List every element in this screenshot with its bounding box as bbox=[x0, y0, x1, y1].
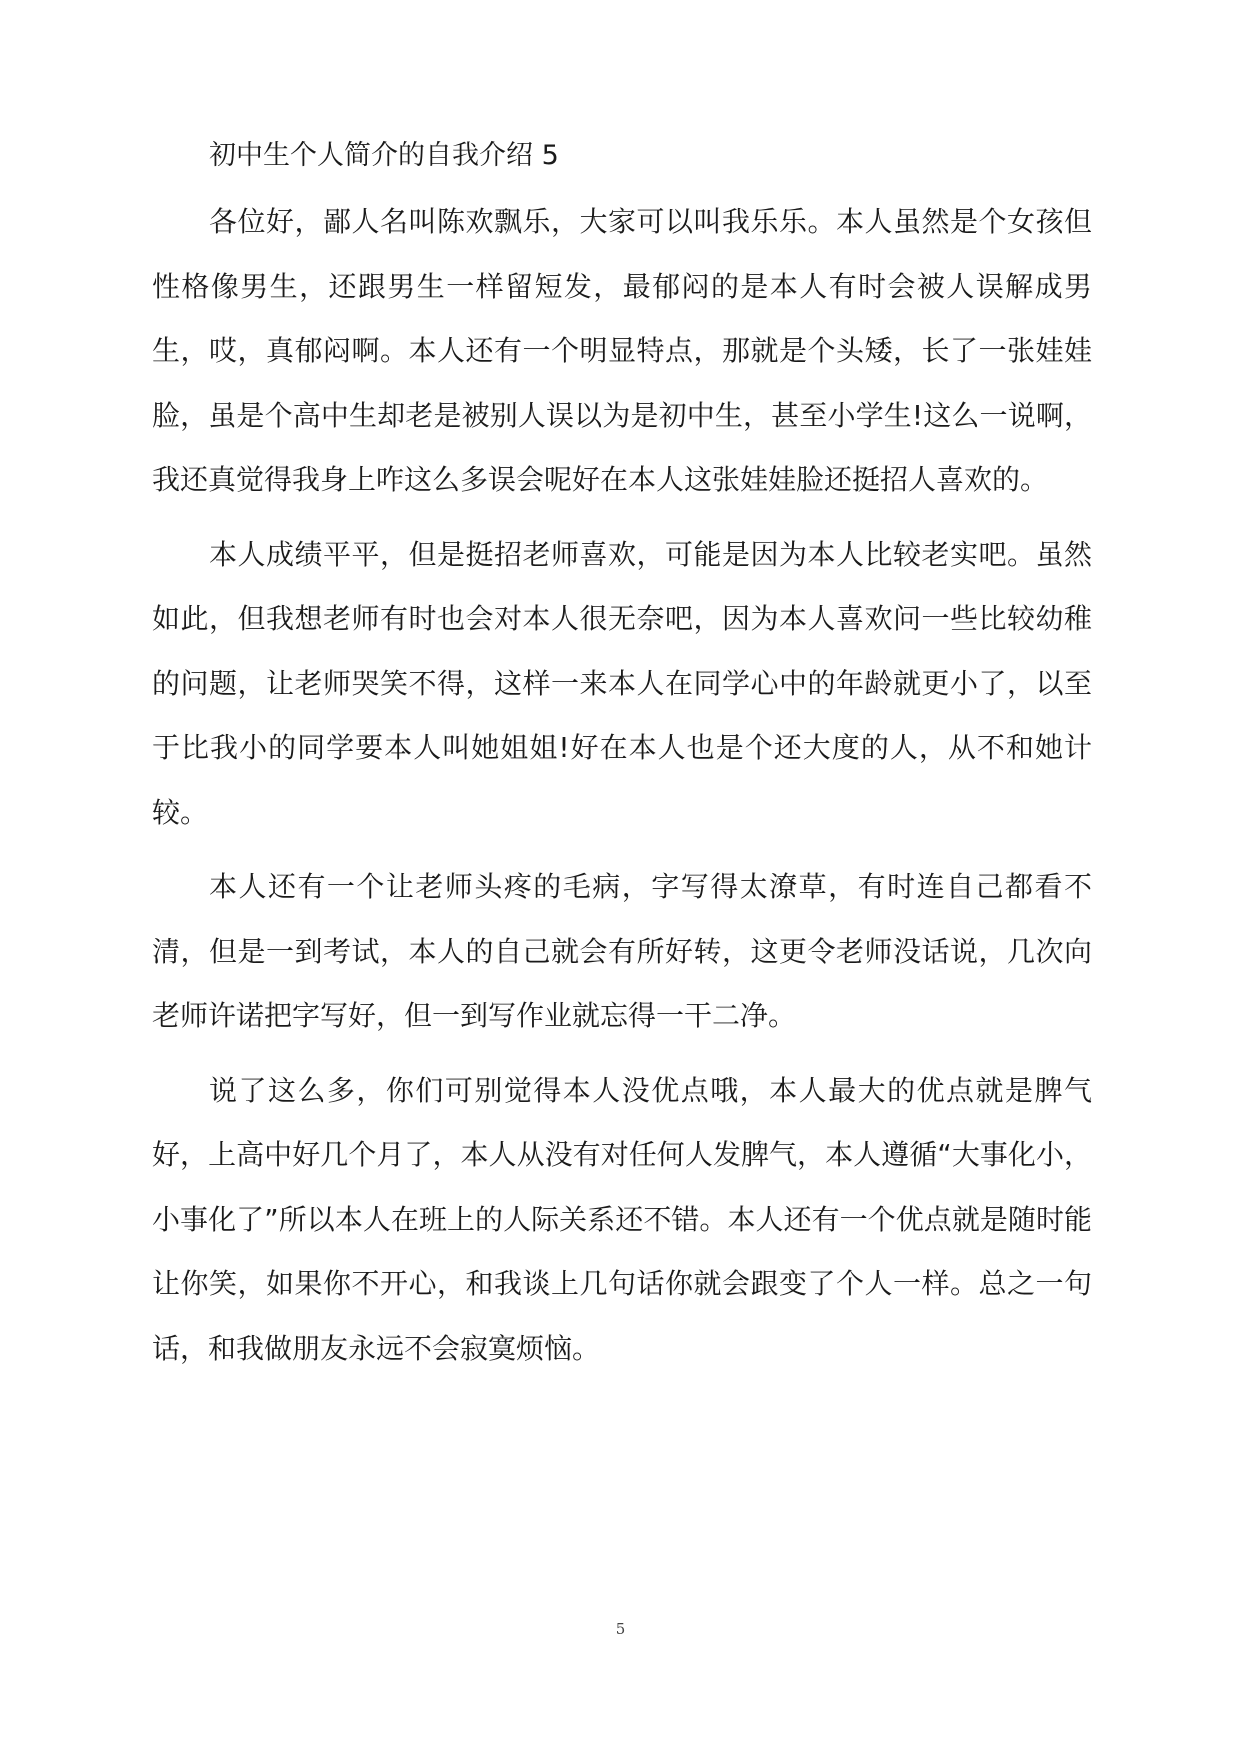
section-heading: 初中生个人简介的自我介绍 5 bbox=[209, 140, 559, 171]
paragraph-2: 本人成绩平平，但是挺招老师喜欢，可能是因为本人比较老实吧。虽然如此，但我想老师有时也会对本人很无奈吧，因为本人喜欢问一些比较幼稚的问题，让老师哭笑不得，这样一来本人在同学心中的年龄就更小了，以至于比我小的同学要本人叫她姐姐!好在本人也是个还大度的人，从不和她计较。 bbox=[152, 537, 1092, 829]
paragraph-1: 各位好，鄙人名叫陈欢飘乐，大家可以叫我乐乐。本人虽然是个女孩但性格像男生，还跟男生一样留短发，最郁闷的是本人有时会被人误解成男生，哎，真郁闷啊。本人还有一个明显特点，那就是个头矮，长了一张娃娃脸，虽是个高中生却老是被别人误以为是初中生，甚至小学生!这么一说啊，我还真觉得我身上咋这么多误会呢好在本人这张娃娃脸还挺招人喜欢的。 bbox=[152, 205, 1092, 496]
paragraph-4: 说了这么多，你们可别觉得本人没优点哦，本人最大的优点就是脾气好，上高中好几个月了，本人从没有对任何人发脾气，本人遵循“大事化小，小事化了”所以本人在班上的人际关系还不错。本人还有一个优点就是随时能让你笑，如果你不开心，和我谈上几句话你就会跟变了个人一样。总之一句话，和我做朋友永远不会寂寞烦恼。 bbox=[152, 1073, 1092, 1365]
page-number: 5 bbox=[615, 1620, 626, 1638]
paragraph-3: 本人还有一个让老师头疼的毛病，字写得太潦草，有时连自己都看不清，但是一到考试，本人的自己就会有所好转，这更令老师没话说，几次向老师许诺把字写好，但一到写作业就忘得一干二净。 bbox=[152, 870, 1092, 1032]
document-body bbox=[152, 128, 1092, 1391]
